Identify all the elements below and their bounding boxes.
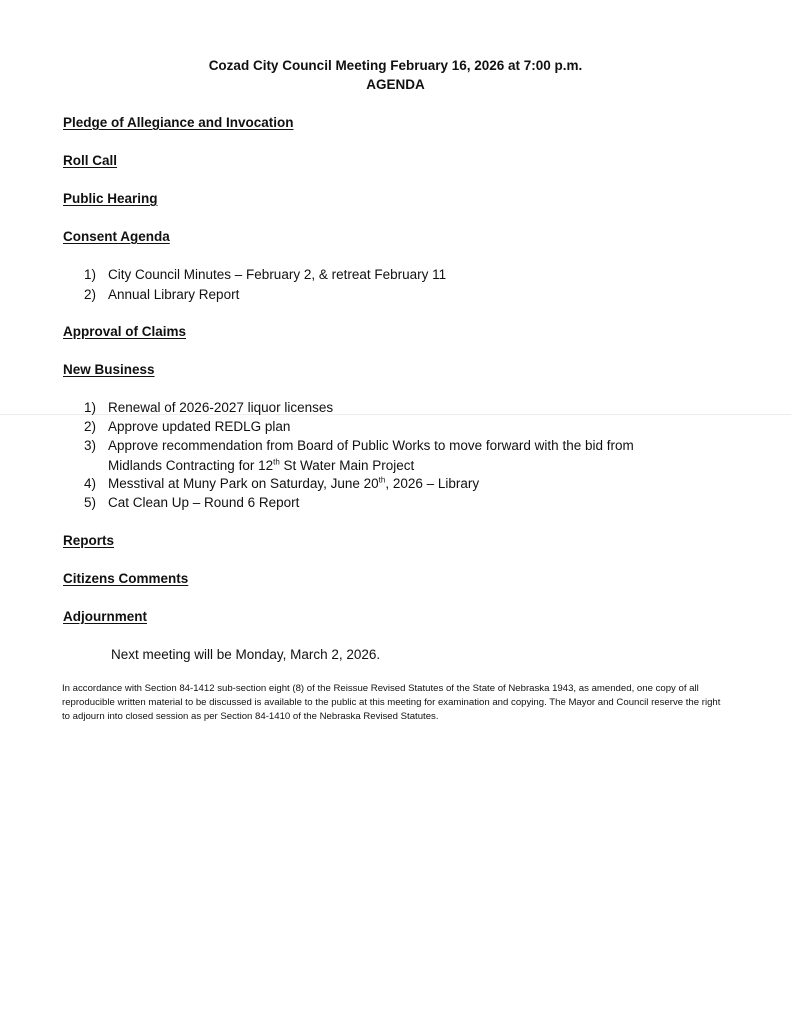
consent-item-1-text: City Council Minutes – February 2, & retreat February 11 xyxy=(108,267,447,282)
new-business-item-2-text: Approve updated REDLG plan xyxy=(108,419,291,434)
legal-notice: In accordance with Section 84-1412 sub-section eight (8) of the Reissue Revised Statutes of the State of Nebraska 1943, as amended, one copy of all reproducible written material to be discussed is available to the public at this meeting for examination and copying. The Mayor and Council reserve the right to adjourn into closed session as per Section 84-1410 of the Nebraska Revised Statutes. xyxy=(62,683,721,723)
new-business-item-2-number: 2) xyxy=(84,419,97,434)
new-business-item-3-line-1: Approve recommendation from Board of Public Works to move forward with the bid from xyxy=(108,438,634,453)
heading-pledge: Pledge of Allegiance and Invocation xyxy=(63,115,294,130)
consent-item-2-text: Annual Library Report xyxy=(108,287,240,302)
item-3-ordinal-suffix: th xyxy=(273,457,280,466)
agenda-label: AGENDA xyxy=(366,77,425,92)
item-3-line-2-start: Midlands Contracting for 12 xyxy=(108,457,274,473)
new-business-item-1-text: Renewal of 2026-2027 liquor licenses xyxy=(108,400,334,415)
new-business-item-4-text xyxy=(108,474,704,494)
consent-item-1-number: 1) xyxy=(84,267,97,282)
heading-citizens-comments: Citizens Comments xyxy=(63,571,189,586)
new-business-item-3 xyxy=(84,436,704,475)
heading-new-business: New Business xyxy=(63,362,155,377)
heading-adjournment: Adjournment xyxy=(63,609,147,624)
heading-roll-call: Roll Call xyxy=(63,153,118,168)
heading-consent-agenda: Consent Agenda xyxy=(63,229,170,244)
item-4-text-end: , 2026 – Library xyxy=(385,476,480,491)
heading-reports: Reports xyxy=(63,533,115,548)
new-business-item-3-line-2 xyxy=(108,456,704,476)
new-business-item-5-text: Cat Clean Up – Round 6 Report xyxy=(108,495,300,510)
consent-item-2 xyxy=(84,285,704,305)
new-business-item-1-number: 1) xyxy=(84,400,97,415)
item-3-line-2-end: St Water Main Project xyxy=(279,457,415,473)
consent-item-2-number: 2) xyxy=(84,287,97,302)
consent-item-1 xyxy=(84,265,704,285)
new-business-item-2 xyxy=(84,417,704,437)
heading-public-hearing: Public Hearing xyxy=(63,191,158,206)
new-business-item-1 xyxy=(84,398,704,418)
heading-approval-of-claims: Approval of Claims xyxy=(63,324,187,339)
item-4-text-start: Messtival at Muny Park on Saturday, June 20 xyxy=(108,476,379,491)
new-business-item-4 xyxy=(84,474,704,494)
item-4-ordinal-suffix: th xyxy=(378,475,386,485)
meeting-title: Cozad City Council Meeting February 16, 2026 at 7:00 p.m. xyxy=(208,58,583,73)
new-business-item-3-number: 3) xyxy=(84,438,97,453)
next-meeting-note: Next meeting will be Monday, March 2, 2026. xyxy=(111,647,381,662)
new-business-item-5 xyxy=(84,493,704,513)
new-business-item-5-number: 5) xyxy=(84,495,97,510)
new-business-item-4-number: 4) xyxy=(84,476,97,491)
